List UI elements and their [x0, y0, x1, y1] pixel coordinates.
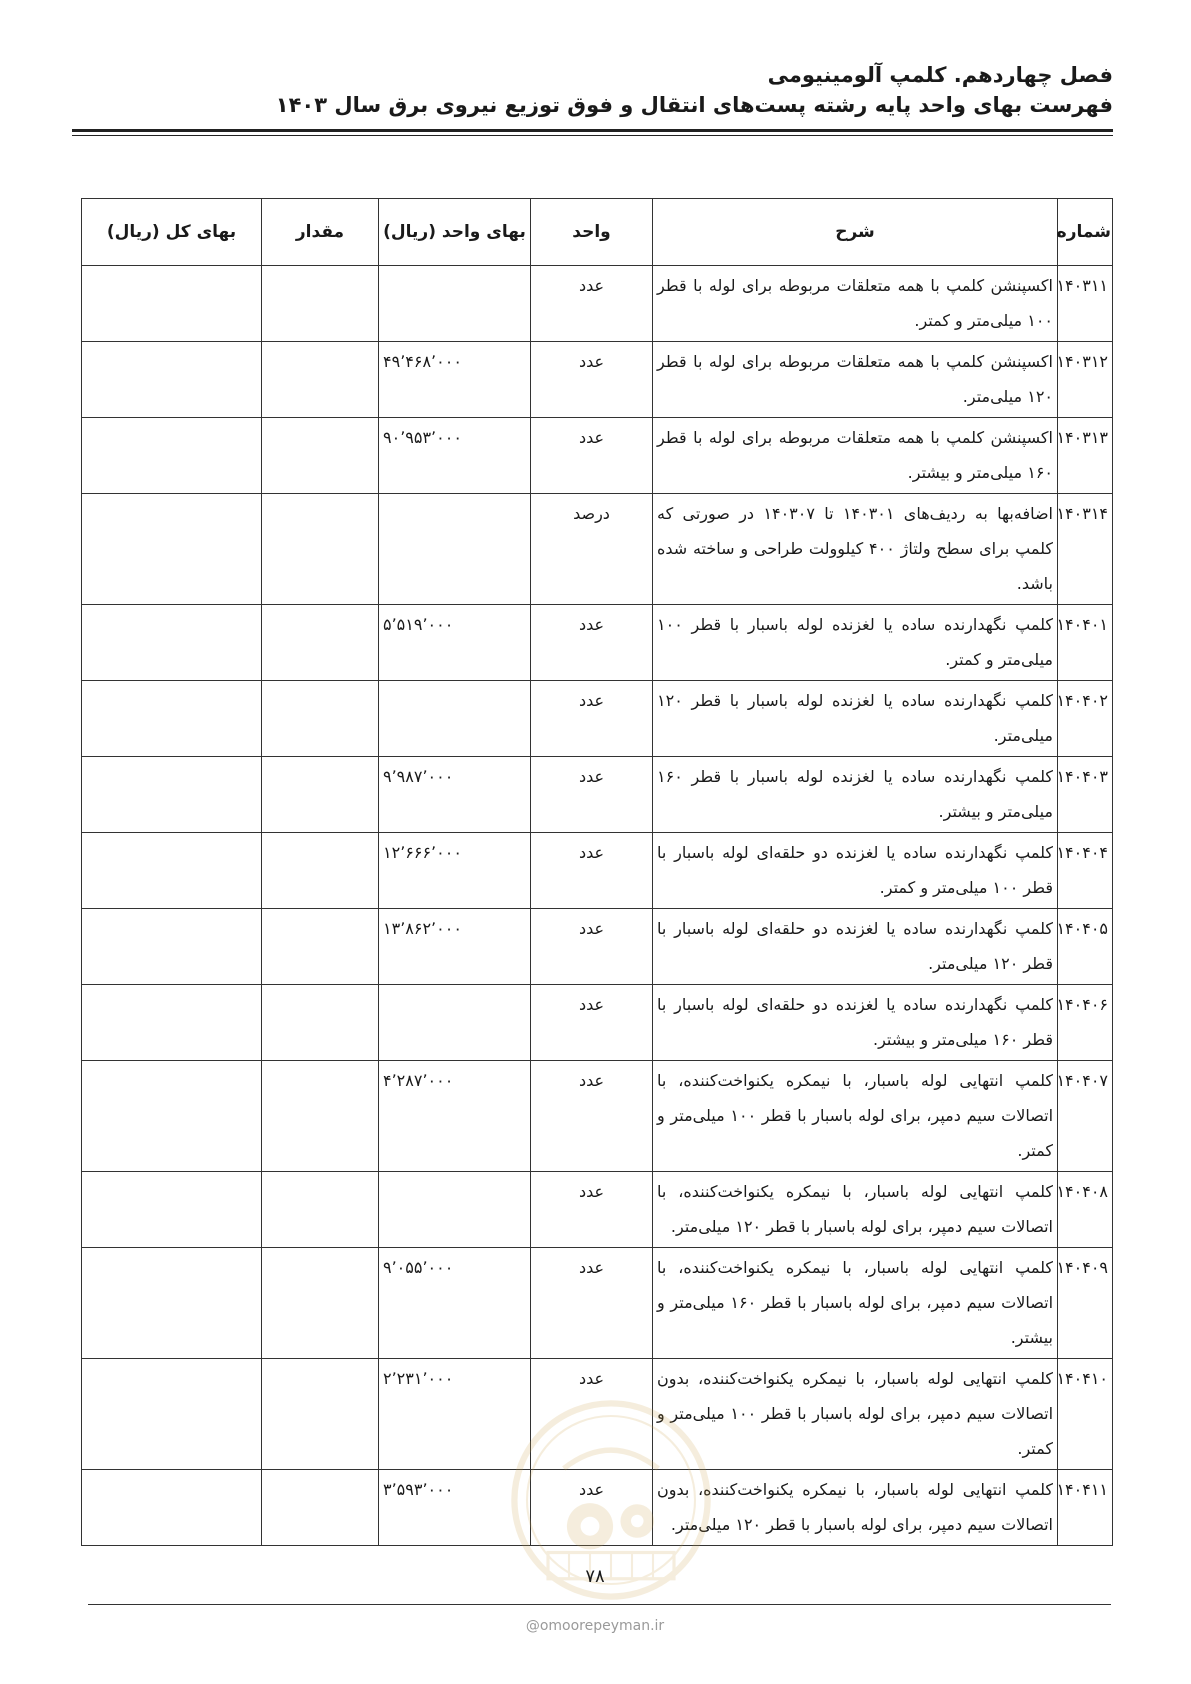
price-list-table	[81, 198, 1113, 1546]
item-description-cell: کلمپ انتهایی لوله باسبار، با نیمکره یکنواخت‌کننده، بدون اتصالات سیم دمپر، برای لوله باسبار با قطر ۱۲۰ میلی‌متر.	[653, 1470, 1058, 1546]
item-number-cell: ۱۴۰۴۰۱	[1058, 605, 1113, 681]
item-description-cell: اکسپنشن کلمپ با همه متعلقات مربوطه برای لوله با قطر ۱۰۰ میلی‌متر و کمتر.	[653, 266, 1058, 342]
item-unit-price-cell: ۴۹٬۴۶۸٬۰۰۰	[379, 342, 531, 418]
item-total-cell	[82, 909, 262, 985]
table-row	[82, 909, 1113, 985]
item-description-cell: کلمپ نگهدارنده ساده یا لغزنده دو حلقه‌ای لوله باسبار با قطر ۱۲۰ میلی‌متر.	[653, 909, 1058, 985]
column-header-description: شرح	[653, 199, 1058, 266]
item-description-cell: کلمپ انتهایی لوله باسبار، با نیمکره یکنواخت‌کننده، بدون اتصالات سیم دمپر، برای لوله باسبار با قطر ۱۰۰ میلی‌متر و کمتر.	[653, 1359, 1058, 1470]
table-header-row	[82, 199, 1113, 266]
document-title: فهرست بهای واحد پایه رشته پست‌های انتقال و فوق توزیع نیروی برق سال ۱۴۰۳	[275, 93, 1113, 117]
item-total-cell	[82, 342, 262, 418]
item-total-cell	[82, 1359, 262, 1470]
item-total-cell	[82, 757, 262, 833]
item-total-cell	[82, 985, 262, 1061]
item-number-cell: ۱۴۰۴۰۸	[1058, 1172, 1113, 1248]
item-quantity-cell	[262, 1248, 379, 1359]
item-unit-price-cell	[379, 681, 531, 757]
item-unit-price-cell	[379, 266, 531, 342]
table-row	[82, 1470, 1113, 1546]
item-unit-price-cell: ۹٬۹۸۷٬۰۰۰	[379, 757, 531, 833]
item-total-cell	[82, 494, 262, 605]
item-total-cell	[82, 681, 262, 757]
item-number-cell: ۱۴۰۴۱۱	[1058, 1470, 1113, 1546]
item-description-cell: اکسپنشن کلمپ با همه متعلقات مربوطه برای لوله با قطر ۱۲۰ میلی‌متر.	[653, 342, 1058, 418]
item-total-cell	[82, 1061, 262, 1172]
item-total-cell	[82, 1470, 262, 1546]
table-row	[82, 418, 1113, 494]
item-quantity-cell	[262, 1172, 379, 1248]
item-unit-cell: عدد	[531, 342, 653, 418]
item-unit-price-cell	[379, 1172, 531, 1248]
item-description-cell: کلمپ نگهدارنده ساده یا لغزنده لوله باسبار با قطر ۱۶۰ میلی‌متر و بیشتر.	[653, 757, 1058, 833]
item-unit-price-cell	[379, 985, 531, 1061]
item-total-cell	[82, 833, 262, 909]
item-number-cell: ۱۴۰۴۰۹	[1058, 1248, 1113, 1359]
item-number-cell: ۱۴۰۳۱۳	[1058, 418, 1113, 494]
item-unit-cell: عدد	[531, 985, 653, 1061]
item-total-cell	[82, 1248, 262, 1359]
table-row	[82, 266, 1113, 342]
item-unit-cell: عدد	[531, 757, 653, 833]
item-description-cell: کلمپ نگهدارنده ساده یا لغزنده دو حلقه‌ای لوله باسبار با قطر ۱۶۰ میلی‌متر و بیشتر.	[653, 985, 1058, 1061]
item-unit-cell: عدد	[531, 1248, 653, 1359]
header-rule-thick	[72, 129, 1113, 132]
item-unit-cell: عدد	[531, 1172, 653, 1248]
item-number-cell: ۱۴۰۳۱۲	[1058, 342, 1113, 418]
item-unit-cell: عدد	[531, 605, 653, 681]
item-unit-cell: عدد	[531, 681, 653, 757]
column-header-unit: واحد	[531, 199, 653, 266]
item-quantity-cell	[262, 909, 379, 985]
item-unit-cell: عدد	[531, 1061, 653, 1172]
item-quantity-cell	[262, 418, 379, 494]
table-row	[82, 985, 1113, 1061]
item-unit-price-cell: ۹۰٬۹۵۳٬۰۰۰	[379, 418, 531, 494]
item-total-cell	[82, 266, 262, 342]
item-unit-price-cell: ۱۲٬۶۶۶٬۰۰۰	[379, 833, 531, 909]
column-header-total: بهای کل (ریال)	[82, 199, 262, 266]
column-header-unit-price: بهای واحد (ریال)	[379, 199, 531, 266]
item-total-cell	[82, 418, 262, 494]
item-unit-price-cell: ۵٬۵۱۹٬۰۰۰	[379, 605, 531, 681]
item-unit-cell: درصد	[531, 494, 653, 605]
item-description-cell: کلمپ انتهایی لوله باسبار، با نیمکره یکنواخت‌کننده، با اتصالات سیم دمپر، برای لوله باسبار با قطر ۱۰۰ میلی‌متر و کمتر.	[653, 1061, 1058, 1172]
table-row	[82, 681, 1113, 757]
item-total-cell	[82, 1172, 262, 1248]
item-unit-cell: عدد	[531, 909, 653, 985]
table-row	[82, 1248, 1113, 1359]
item-number-cell: ۱۴۰۳۱۴	[1058, 494, 1113, 605]
item-unit-price-cell: ۴٬۲۸۷٬۰۰۰	[379, 1061, 531, 1172]
table-row	[82, 1172, 1113, 1248]
item-description-cell: اکسپنشن کلمپ با همه متعلقات مربوطه برای لوله با قطر ۱۶۰ میلی‌متر و بیشتر.	[653, 418, 1058, 494]
table-row	[82, 757, 1113, 833]
table-row	[82, 833, 1113, 909]
item-quantity-cell	[262, 605, 379, 681]
item-unit-price-cell: ۲٬۲۳۱٬۰۰۰	[379, 1359, 531, 1470]
item-quantity-cell	[262, 833, 379, 909]
item-number-cell: ۱۴۰۴۰۷	[1058, 1061, 1113, 1172]
table-row	[82, 605, 1113, 681]
item-description-cell: کلمپ انتهایی لوله باسبار، با نیمکره یکنواخت‌کننده، با اتصالات سیم دمپر، برای لوله باسبار با قطر ۱۲۰ میلی‌متر.	[653, 1172, 1058, 1248]
footer-site-handle: @omoorepeyman.ir	[525, 1618, 665, 1634]
item-description-cell: کلمپ نگهدارنده ساده یا لغزنده لوله باسبار با قطر ۱۲۰ میلی‌متر.	[653, 681, 1058, 757]
item-unit-price-cell: ۳٬۵۹۳٬۰۰۰	[379, 1470, 531, 1546]
footer-rule	[88, 1604, 1111, 1605]
item-quantity-cell	[262, 1470, 379, 1546]
item-unit-cell: عدد	[531, 833, 653, 909]
item-description-cell: کلمپ نگهدارنده ساده یا لغزنده دو حلقه‌ای لوله باسبار با قطر ۱۰۰ میلی‌متر و کمتر.	[653, 833, 1058, 909]
item-quantity-cell	[262, 1359, 379, 1470]
item-number-cell: ۱۴۰۴۰۴	[1058, 833, 1113, 909]
header-rule-thin	[72, 135, 1113, 136]
item-quantity-cell	[262, 1061, 379, 1172]
item-unit-price-cell: ۹٬۰۵۵٬۰۰۰	[379, 1248, 531, 1359]
item-unit-cell: عدد	[531, 1359, 653, 1470]
item-quantity-cell	[262, 681, 379, 757]
item-unit-price-cell	[379, 494, 531, 605]
item-unit-cell: عدد	[531, 266, 653, 342]
item-number-cell: ۱۴۰۳۱۱	[1058, 266, 1113, 342]
item-unit-price-cell: ۱۳٬۸۶۲٬۰۰۰	[379, 909, 531, 985]
item-number-cell: ۱۴۰۴۱۰	[1058, 1359, 1113, 1470]
item-description-cell: کلمپ نگهدارنده ساده یا لغزنده لوله باسبار با قطر ۱۰۰ میلی‌متر و کمتر.	[653, 605, 1058, 681]
item-total-cell	[82, 605, 262, 681]
page-header	[72, 60, 1113, 120]
item-quantity-cell	[262, 494, 379, 605]
column-header-quantity: مقدار	[262, 199, 379, 266]
item-quantity-cell	[262, 266, 379, 342]
item-number-cell: ۱۴۰۴۰۵	[1058, 909, 1113, 985]
item-quantity-cell	[262, 757, 379, 833]
item-number-cell: ۱۴۰۴۰۶	[1058, 985, 1113, 1061]
chapter-title: فصل چهاردهم. کلمپ آلومینیومی	[767, 63, 1113, 87]
table-row	[82, 1359, 1113, 1470]
item-description-cell: کلمپ انتهایی لوله باسبار، با نیمکره یکنواخت‌کننده، با اتصالات سیم دمپر، برای لوله باسبار با قطر ۱۶۰ میلی‌متر و بیشتر.	[653, 1248, 1058, 1359]
item-unit-cell: عدد	[531, 1470, 653, 1546]
table-row	[82, 342, 1113, 418]
table-row	[82, 1061, 1113, 1172]
item-number-cell: ۱۴۰۴۰۳	[1058, 757, 1113, 833]
item-unit-cell: عدد	[531, 418, 653, 494]
item-quantity-cell	[262, 985, 379, 1061]
item-quantity-cell	[262, 342, 379, 418]
page-number: ۷۸	[585, 1566, 605, 1587]
item-number-cell: ۱۴۰۴۰۲	[1058, 681, 1113, 757]
item-description-cell: اضافه‌بها به ردیف‌های ۱۴۰۳۰۱ تا ۱۴۰۳۰۷ در صورتی که کلمپ برای سطح ولتاژ ۴۰۰ کیلوولت طراحی و ساخته شده باشد.	[653, 494, 1058, 605]
column-header-number: شماره	[1058, 199, 1113, 266]
table-row	[82, 494, 1113, 605]
